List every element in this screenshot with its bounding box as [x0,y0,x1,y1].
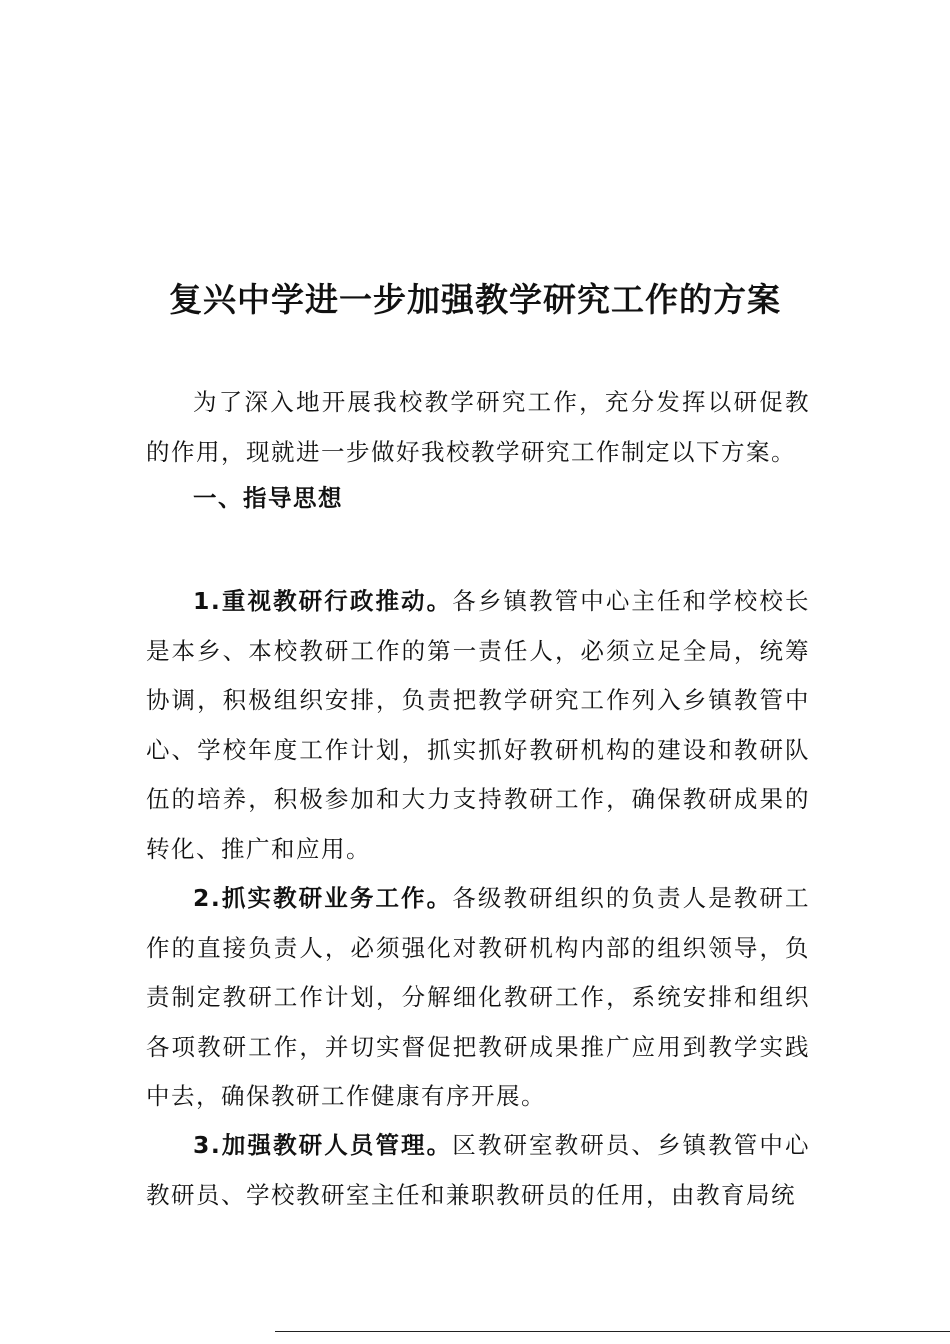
item-lead-2: 2.抓实教研业务工作。 [193,884,453,912]
intro-paragraph: 为了深入地开展我校教学研究工作，充分发挥以研促教的作用，现就进一步做好我校教学研究工作制定以下方案。 [146,388,810,466]
section-heading-guiding-ideology: 一、指导思想 [193,484,343,512]
item-paragraph-1 [146,577,810,874]
item-lead-3: 3.加强教研人员管理。 [193,1131,453,1159]
item-lead-1: 1.重视教研行政推动。 [193,587,453,615]
item-paragraph-2 [146,874,810,1122]
item-text-3: 区教研室教研员、乡镇教管中心教研员、学校教研室主任和兼职教研员的任用，由教育局统 [146,1131,811,1209]
item-text-1: 各乡镇教管中心主任和学校校长是本乡、本校教研工作的第一责任人，必须立足全局，统筹协调，积极组织安排，负责把教学研究工作列入乡镇教管中心、学校年度工作计划，抓实抓好教研机构的建设和教研队伍的培养，积极参加和大力支持教研工作，确保教研成果的转化、推广和应用。 [146,587,811,863]
footer-rule [275,1331,950,1332]
document-title: 复兴中学进一步加强教学研究工作的方案 [169,280,781,319]
item-text-2: 各级教研组织的负责人是教研工作的直接负责人，必须强化对教研机构内部的组织领导，负责制定教研工作计划，分解细化教研工作，系统安排和组织各项教研工作，并切实督促把教研成果推广应用到教学实践中去，确保教研工作健康有序开展。 [146,884,811,1110]
item-paragraph-3 [146,1121,810,1220]
